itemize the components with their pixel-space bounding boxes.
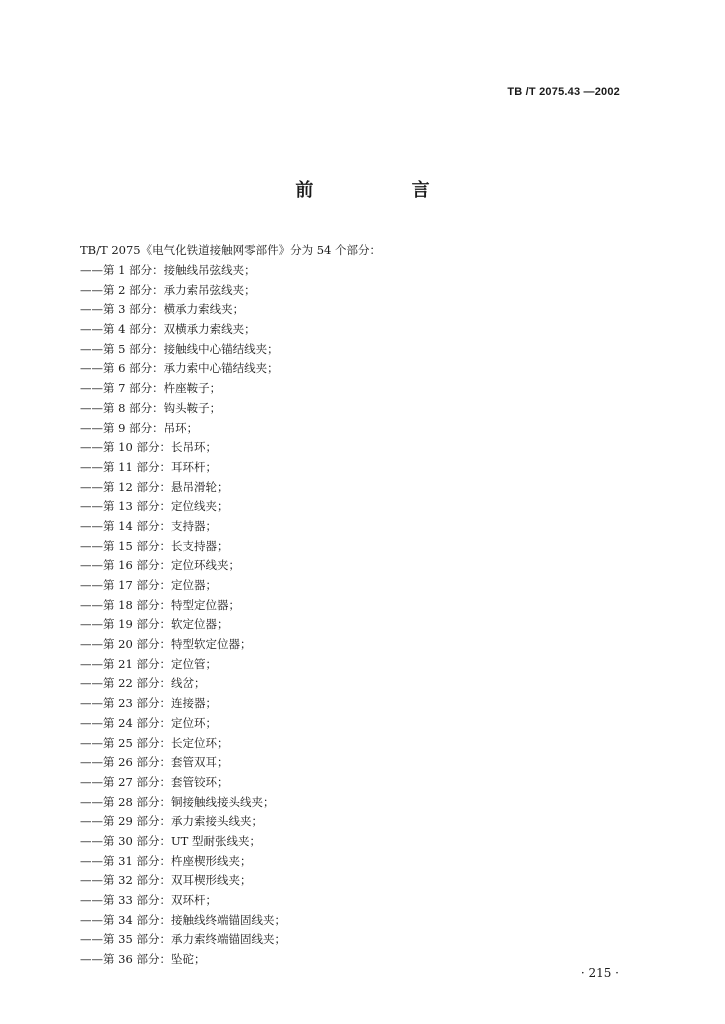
part-list-item: ——第 32 部分：双耳楔形线夹； <box>80 873 252 888</box>
part-list-item: ——第 5 部分：接触线中心锚结线夹； <box>80 341 279 356</box>
part-list-item: ——第 3 部分：横承力索线夹； <box>80 302 245 317</box>
parts-list <box>80 261 286 970</box>
standard-code: TB /T 2075.43 —2002 <box>507 86 620 98</box>
part-list-item: ——第 2 部分：承力索吊弦线夹； <box>80 282 256 297</box>
part-list-item: ——第 29 部分：承力索接头线夹； <box>80 814 263 829</box>
part-list-item: ——第 12 部分：悬吊滑轮； <box>80 479 229 494</box>
part-list-item: ——第 26 部分：套管双耳； <box>80 755 229 770</box>
part-list-item: ——第 35 部分：承力索终端锚固线夹； <box>80 932 286 947</box>
part-list-item: ——第 1 部分：接触线吊弦线夹； <box>80 263 256 277</box>
part-list-item: ——第 10 部分：长吊环； <box>80 440 217 455</box>
part-list-item: ——第 22 部分：线岔； <box>80 676 206 691</box>
page-title: 前 言 <box>295 180 476 201</box>
part-list-item: ——第 23 部分：连接器； <box>80 696 217 711</box>
part-list-item: ——第 18 部分：特型定位器； <box>80 597 240 612</box>
part-list-item: ——第 24 部分：定位环； <box>80 715 217 730</box>
part-list-item: ——第 31 部分：杵座楔形线夹； <box>80 853 252 868</box>
part-list-item: ——第 15 部分：长支持器； <box>80 538 229 553</box>
part-list-item: ——第 36 部分：坠砣； <box>80 952 206 967</box>
part-list-item: ——第 7 部分：杵座鞍子； <box>80 381 222 396</box>
part-list-item: ——第 34 部分：接触线终端锚固线夹； <box>80 912 286 927</box>
part-list-item: ——第 33 部分：双环杆； <box>80 893 217 907</box>
part-list-item: ——第 19 部分：软定位器； <box>80 617 229 632</box>
part-list-item: ——第 11 部分：耳环杆； <box>80 459 217 474</box>
part-list-item: ——第 21 部分：定位管； <box>80 656 217 671</box>
part-list-item: ——第 9 部分：吊环； <box>80 420 199 435</box>
part-list-item: ——第 27 部分：套管铰环； <box>80 774 229 789</box>
intro-paragraph: TB/T 2075《电气化铁道接触网零部件》分为 54 个部分： <box>80 243 382 257</box>
part-list-item: ——第 14 部分：支持器； <box>80 518 217 533</box>
part-list-item: ——第 30 部分：UT 型耐张线夹； <box>80 833 261 848</box>
part-list-item: ——第 13 部分：定位线夹； <box>80 499 229 514</box>
part-list-item: ——第 6 部分：承力索中心锚结线夹； <box>80 361 279 376</box>
part-list-item: ——第 4 部分：双横承力索线夹； <box>80 322 256 337</box>
part-list-item: ——第 17 部分：定位器； <box>80 578 217 592</box>
part-list-item: ——第 16 部分：定位环线夹； <box>80 558 240 573</box>
part-list-item: ——第 28 部分：铜接触线接头线夹； <box>80 794 275 809</box>
part-list-item: ——第 25 部分：长定位环； <box>80 735 229 750</box>
part-list-item: ——第 20 部分：特型软定位器； <box>80 637 252 652</box>
part-list-item: ——第 8 部分：钩头鞍子； <box>80 400 222 415</box>
page-number: · 215 · <box>580 966 619 980</box>
